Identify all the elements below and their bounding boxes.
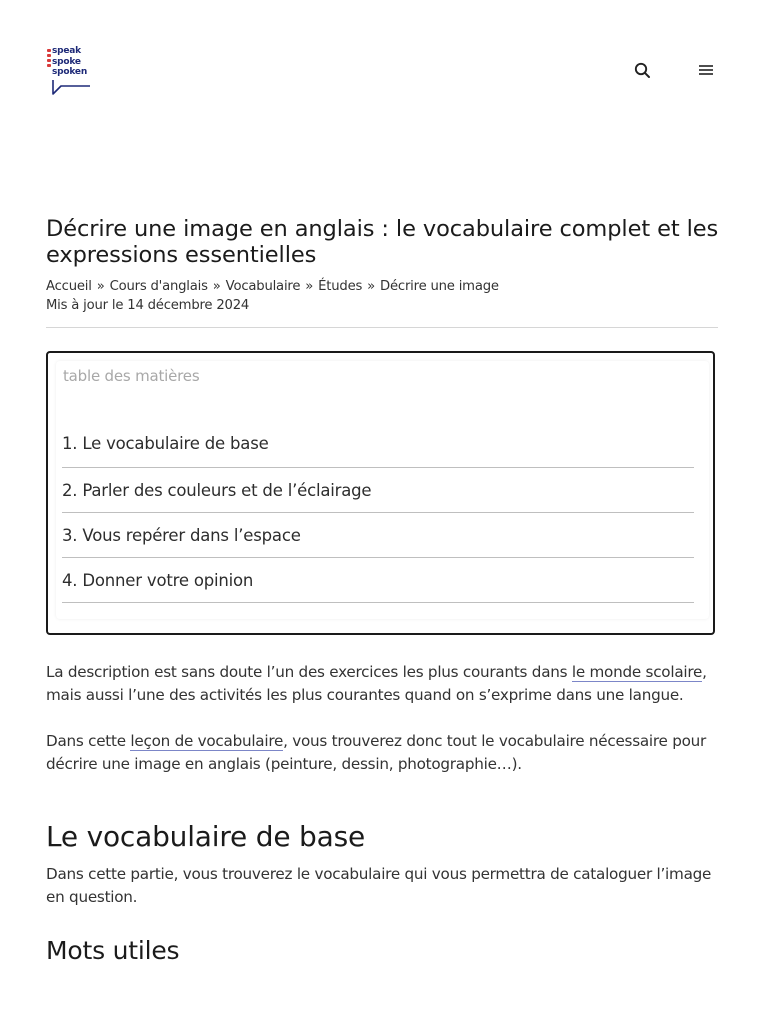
intro-paragraph-1 (46, 661, 718, 707)
breadcrumb-separator: » (367, 279, 376, 294)
breadcrumb-separator: » (96, 279, 105, 294)
logo-line-3: spoken (52, 67, 88, 77)
toc-title: table des matières (63, 367, 200, 385)
breadcrumb-separator: » (212, 279, 221, 294)
breadcrumb-studies-link[interactable]: Études (318, 279, 363, 294)
logo-line-2: spoke (52, 56, 81, 67)
logo-wordmark (52, 46, 87, 78)
table-of-contents (46, 351, 715, 635)
toc-item-opinion[interactable]: 4. Donner votre opinion (62, 558, 694, 603)
header-divider (46, 327, 718, 328)
breadcrumb-separator: » (305, 279, 314, 294)
breadcrumb (46, 279, 499, 294)
intro-text: La description est sans doute l’un des exercices les plus courants dans (46, 663, 572, 681)
logo-line-1: speak (52, 46, 81, 56)
section-heading-basic-vocabulary: Le vocabulaire de base (46, 820, 365, 853)
toc-item-basic-vocabulary[interactable]: 1. Le vocabulaire de base (62, 419, 694, 468)
intro-text: , mais aussi l’une des activités les plus courantes quand on s’exprime dans une langue. (46, 663, 707, 704)
site-header (0, 0, 768, 140)
subheading-useful-words: Mots utiles (46, 936, 180, 965)
vocabulary-lesson-link[interactable]: leçon de vocabulaire (130, 732, 284, 750)
toc-item-colors-lighting[interactable]: 2. Parler des couleurs et de l’éclairage (62, 468, 694, 513)
toc-item-space[interactable]: 3. Vous repérer dans l’espace (62, 513, 694, 558)
hamburger-menu-icon (694, 58, 718, 82)
page-title: Décrire une image en anglais : le vocabulaire complet et les expressions essentielles (46, 216, 719, 268)
section-paragraph: Dans cette partie, vous trouverez le vocabulaire qui vous permettra de cataloguer l’image en question. (46, 865, 712, 906)
updated-date: Mis à jour le 14 décembre 2024 (46, 298, 250, 313)
site-logo[interactable] (46, 46, 96, 98)
breadcrumb-courses-link[interactable]: Cours d'anglais (109, 279, 208, 294)
search-button[interactable] (630, 58, 654, 82)
breadcrumb-home-link[interactable]: Accueil (46, 279, 92, 294)
intro-paragraph-2 (46, 730, 718, 776)
school-world-link[interactable]: le monde scolaire (571, 663, 703, 681)
toc-list (62, 419, 694, 603)
breadcrumb-current: Décrire une image (380, 279, 499, 294)
breadcrumb-vocabulary-link[interactable]: Vocabulaire (225, 279, 301, 294)
intro-text: , vous trouverez donc tout le vocabulaire nécessaire pour décrire une image en anglais (peinture, dessin, photographie…). (46, 732, 707, 773)
search-icon (630, 58, 654, 82)
menu-button[interactable] (694, 58, 718, 82)
intro-text: Dans cette (46, 732, 131, 750)
